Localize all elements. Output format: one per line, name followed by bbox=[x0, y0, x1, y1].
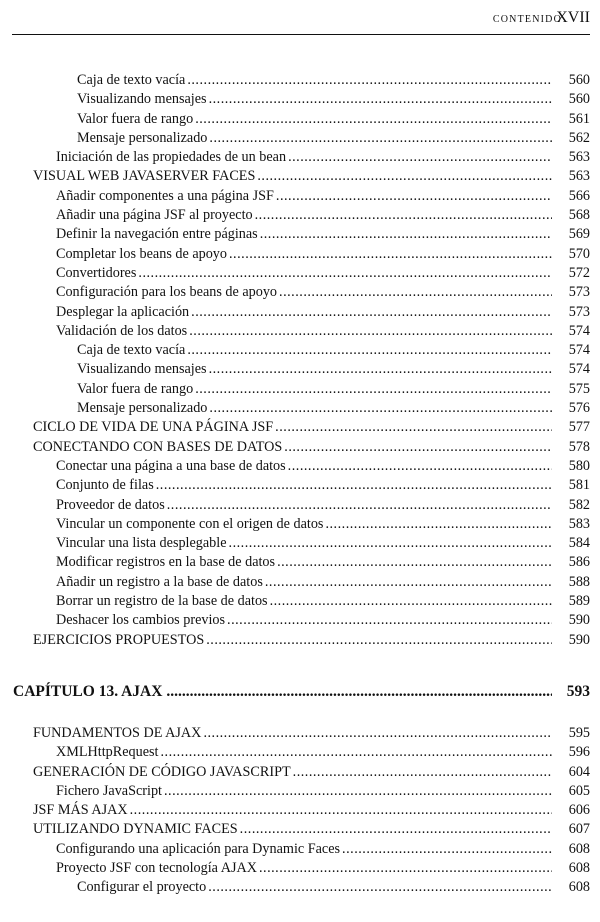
toc-entry bbox=[0, 380, 600, 399]
toc-entry-page: 572 bbox=[568, 264, 590, 281]
toc-entry bbox=[0, 840, 600, 859]
toc-entry-title: Proveedor de datos bbox=[56, 496, 165, 513]
toc-entry bbox=[0, 743, 600, 762]
toc-entry-title: Añadir componentes a una página JSF bbox=[56, 187, 274, 204]
dot-leader bbox=[342, 840, 552, 859]
toc-entry-title: EJERCICIOS PROPUESTOS bbox=[33, 631, 205, 648]
toc-entry-page: 584 bbox=[568, 535, 590, 552]
toc-entry-title: Conectar una página a una base de datos bbox=[56, 457, 286, 474]
toc-entry bbox=[0, 71, 600, 90]
toc-entry-title: Borrar un registro de la base de datos bbox=[56, 593, 268, 610]
toc-entry-title: Valor fuera de rango bbox=[77, 380, 194, 397]
toc-entry-title: Añadir un registro a la base de datos bbox=[56, 573, 263, 590]
dot-leader bbox=[255, 206, 552, 225]
toc-entry bbox=[0, 592, 600, 611]
toc-entry-page: 563 bbox=[568, 168, 590, 185]
toc-entry bbox=[0, 878, 600, 897]
dot-leader bbox=[195, 110, 552, 129]
toc-entry bbox=[0, 763, 600, 782]
toc-entry-page: 575 bbox=[568, 380, 590, 397]
toc-entry-title: Visualizando mensajes bbox=[77, 361, 207, 378]
toc-entry-page: 608 bbox=[568, 879, 590, 896]
toc-entry bbox=[0, 245, 600, 264]
dot-leader bbox=[156, 476, 552, 495]
dot-leader bbox=[288, 457, 552, 476]
chapter-title: CAPÍTULO 13. AJAX bbox=[13, 683, 163, 700]
dot-leader bbox=[284, 438, 552, 457]
dot-leader bbox=[209, 360, 552, 379]
toc-entry-page: 578 bbox=[568, 438, 590, 455]
dot-leader bbox=[167, 496, 552, 515]
toc-entry-page: 607 bbox=[568, 821, 590, 838]
toc-entry bbox=[0, 360, 600, 379]
toc-entry bbox=[0, 225, 600, 244]
toc-entry-title: UTILIZANDO DYNAMIC FACES bbox=[33, 821, 238, 838]
toc-entry bbox=[0, 820, 600, 839]
toc-entry-page: 573 bbox=[568, 284, 590, 301]
toc-entry bbox=[0, 187, 600, 206]
toc-entry bbox=[0, 206, 600, 225]
toc-entry-page: 577 bbox=[568, 419, 590, 436]
toc-entry bbox=[0, 148, 600, 167]
dot-leader bbox=[277, 553, 552, 572]
toc-entry-page: 590 bbox=[568, 631, 590, 648]
dot-leader bbox=[209, 90, 552, 109]
toc-entry-title: Definir la navegación entre páginas bbox=[56, 226, 258, 243]
toc-entry-title: Fichero JavaScript bbox=[56, 782, 162, 799]
dot-leader bbox=[288, 148, 552, 167]
toc-entry-page: 589 bbox=[568, 593, 590, 610]
toc-entry-page: 568 bbox=[568, 207, 590, 224]
chapter-page: 593 bbox=[566, 683, 590, 700]
toc-entry-title: CONECTANDO CON BASES DE DATOS bbox=[33, 438, 283, 455]
toc-entry-title: Mensaje personalizado bbox=[77, 129, 208, 146]
toc-entry-title: JSF MÁS AJAX bbox=[33, 802, 128, 819]
toc-entry bbox=[0, 724, 600, 743]
dot-leader bbox=[195, 380, 552, 399]
dot-leader bbox=[270, 592, 552, 611]
toc-entry-title: Validación de los datos bbox=[56, 322, 188, 339]
toc-entry-title: Configuración para los beans de apoyo bbox=[56, 284, 278, 301]
toc-entry bbox=[0, 322, 600, 341]
toc-entry-title: Vincular una lista desplegable bbox=[56, 535, 227, 552]
dot-leader bbox=[275, 418, 552, 437]
dot-leader bbox=[276, 187, 552, 206]
toc-entry-page: 608 bbox=[568, 860, 590, 877]
toc-entry bbox=[0, 303, 600, 322]
toc-entry-page: 574 bbox=[568, 361, 590, 378]
dot-leader bbox=[227, 611, 552, 630]
dot-leader bbox=[325, 515, 552, 534]
toc-entry bbox=[0, 801, 600, 820]
toc-entry-page: 590 bbox=[568, 612, 590, 629]
toc-entry-page: 580 bbox=[568, 457, 590, 474]
toc-entry-page: 560 bbox=[568, 91, 590, 108]
toc-entry-title: Vincular un componente con el origen de datos bbox=[56, 515, 324, 532]
dot-leader bbox=[208, 878, 552, 897]
toc-entry-title: Valor fuera de rango bbox=[77, 110, 194, 127]
dot-leader bbox=[293, 763, 552, 782]
dot-leader bbox=[265, 573, 552, 592]
toc-entry-page: 596 bbox=[568, 744, 590, 761]
toc-entry-page: 574 bbox=[568, 322, 590, 339]
toc-entry-title: XMLHttpRequest bbox=[56, 744, 159, 761]
toc-entry-page: 576 bbox=[568, 400, 590, 417]
toc-entry bbox=[0, 457, 600, 476]
toc-entry bbox=[0, 167, 600, 186]
toc-entry-page: 588 bbox=[568, 573, 590, 590]
toc-entry-title: GENERACIÓN DE CÓDIGO JAVASCRIPT bbox=[33, 763, 291, 780]
toc-entry-page: 561 bbox=[568, 110, 590, 127]
toc-entry-title: Configurando una aplicación para Dynamic Faces bbox=[56, 840, 341, 857]
toc-entry-page: 608 bbox=[568, 840, 590, 857]
toc-entry bbox=[0, 553, 600, 572]
toc-entry-title: CICLO DE VIDA DE UNA PÁGINA JSF bbox=[33, 419, 274, 436]
toc-entry bbox=[0, 129, 600, 148]
toc-entry bbox=[0, 283, 600, 302]
dot-leader bbox=[189, 322, 552, 341]
chapter-heading bbox=[0, 683, 600, 707]
toc-entry bbox=[0, 341, 600, 360]
toc-entry-title: Deshacer los cambios previos bbox=[56, 612, 226, 629]
toc-entry-page: 604 bbox=[568, 763, 590, 780]
toc-list bbox=[0, 71, 600, 650]
toc-entry bbox=[0, 110, 600, 129]
toc-entry-title: VISUAL WEB JAVASERVER FACES bbox=[33, 168, 256, 185]
running-head: CONTENIDO bbox=[492, 14, 562, 25]
dot-leader bbox=[229, 534, 552, 553]
toc-entry-page: 586 bbox=[568, 554, 590, 571]
dot-leader bbox=[206, 631, 552, 650]
toc-entry-title: Desplegar la aplicación bbox=[56, 303, 190, 320]
toc-entry bbox=[0, 438, 600, 457]
toc-entry-title: Convertidores bbox=[56, 264, 137, 281]
toc-entry bbox=[0, 90, 600, 109]
dot-leader bbox=[209, 129, 552, 148]
toc-entry bbox=[0, 573, 600, 592]
toc-entry-page: 570 bbox=[568, 245, 590, 262]
toc-entry-page: 606 bbox=[568, 802, 590, 819]
dot-leader bbox=[260, 225, 552, 244]
dot-leader bbox=[257, 167, 552, 186]
dot-leader bbox=[229, 245, 552, 264]
toc-entry-page: 605 bbox=[568, 782, 590, 799]
toc-entry bbox=[0, 859, 600, 878]
toc-entry-page: 573 bbox=[568, 303, 590, 320]
toc-list-chapter-13 bbox=[0, 724, 600, 898]
page-header bbox=[0, 0, 600, 38]
toc-entry bbox=[0, 782, 600, 801]
dot-leader bbox=[191, 303, 552, 322]
toc-entry bbox=[0, 399, 600, 418]
toc-entry-title: Configurar el proyecto bbox=[77, 879, 207, 896]
toc-entry-page: 566 bbox=[568, 187, 590, 204]
dot-leader bbox=[166, 683, 552, 701]
toc-entry-page: 581 bbox=[568, 477, 590, 494]
dot-leader bbox=[164, 782, 552, 801]
dot-leader bbox=[187, 71, 552, 90]
dot-leader bbox=[130, 801, 552, 820]
toc-entry-page: 595 bbox=[568, 725, 590, 741]
dot-leader bbox=[138, 264, 552, 283]
toc-entry bbox=[0, 496, 600, 515]
dot-leader bbox=[259, 859, 552, 878]
toc-entry bbox=[0, 515, 600, 534]
toc-entry-page: 582 bbox=[568, 496, 590, 513]
toc-entry bbox=[0, 264, 600, 283]
toc-entry bbox=[0, 611, 600, 630]
toc-entry-title: Proyecto JSF con tecnología AJAX bbox=[56, 860, 257, 877]
toc-entry-page: 560 bbox=[568, 72, 590, 88]
toc-entry-title: Caja de texto vacía bbox=[77, 72, 186, 88]
dot-leader bbox=[203, 724, 552, 743]
toc-entry-title: Añadir una página JSF al proyecto bbox=[56, 207, 253, 224]
dot-leader bbox=[240, 820, 552, 839]
header-divider bbox=[12, 34, 590, 35]
toc-entry bbox=[0, 534, 600, 553]
toc-entry-page: 563 bbox=[568, 149, 590, 166]
toc-entry-title: Iniciación de las propiedades de un bean bbox=[56, 149, 287, 166]
toc-entry-title: Visualizando mensajes bbox=[77, 91, 207, 108]
toc-entry-title: FUNDAMENTOS DE AJAX bbox=[33, 725, 202, 741]
toc-entry-title: Caja de texto vacía bbox=[77, 342, 186, 359]
toc-entry bbox=[0, 418, 600, 437]
toc-entry-title: Completar los beans de apoyo bbox=[56, 245, 227, 262]
dot-leader bbox=[160, 743, 552, 762]
toc-entry-page: 562 bbox=[568, 129, 590, 146]
toc-entry bbox=[0, 476, 600, 495]
toc-entry-title: Modificar registros en la base de datos bbox=[56, 554, 276, 571]
dot-leader bbox=[209, 399, 552, 418]
toc-entry-title: Conjunto de filas bbox=[56, 477, 154, 494]
toc-entry-page: 569 bbox=[568, 226, 590, 243]
toc-entry bbox=[0, 631, 600, 650]
toc-entry-page: 574 bbox=[568, 342, 590, 359]
toc-entry-title: Mensaje personalizado bbox=[77, 400, 208, 417]
dot-leader bbox=[279, 283, 552, 302]
toc-entry-page: 583 bbox=[568, 515, 590, 532]
page-number: XVII bbox=[556, 9, 590, 26]
dot-leader bbox=[187, 341, 552, 360]
